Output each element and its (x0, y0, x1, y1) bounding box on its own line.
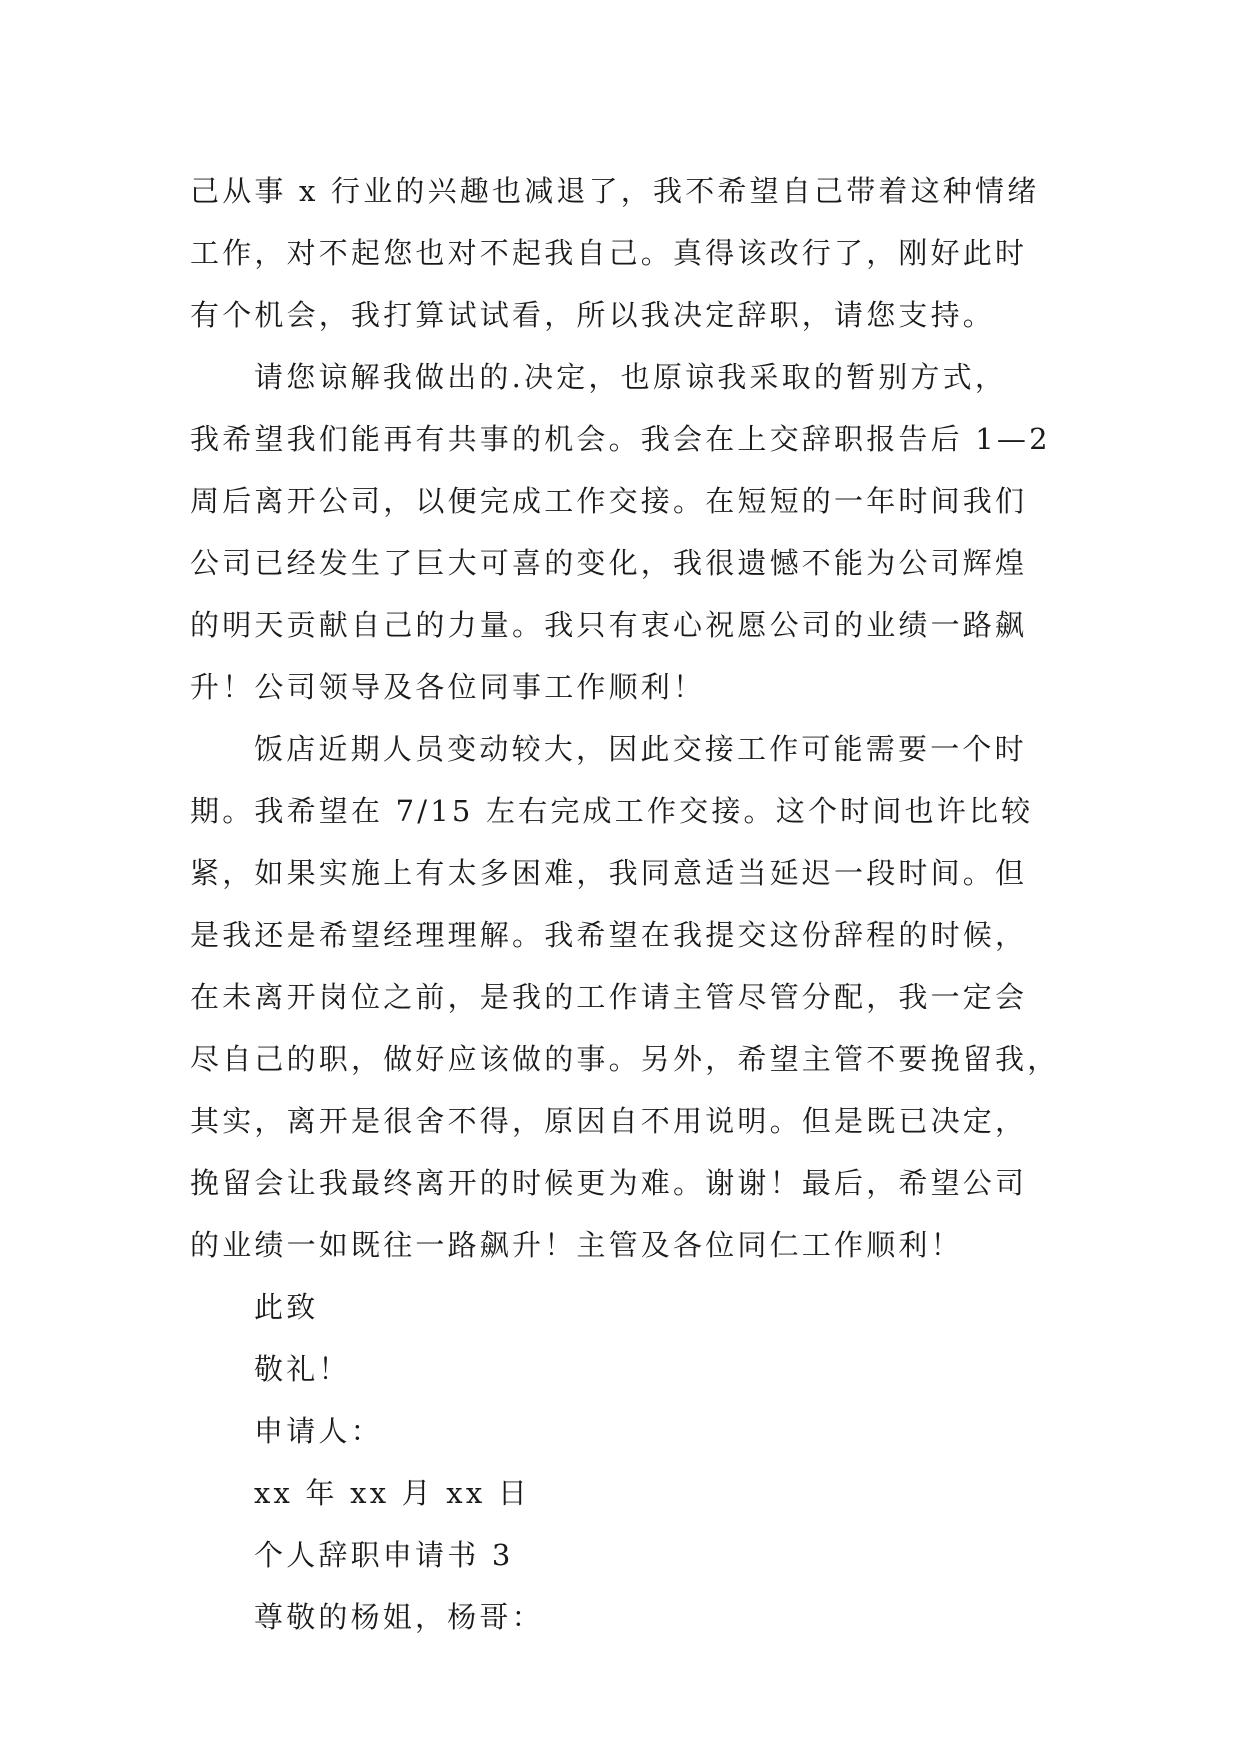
body-line: 工作，对不起您也对不起我自己。真得该改行了，刚好此时 (190, 236, 1028, 270)
body-line: 挽留会让我最终离开的时候更为难。谢谢！最后，希望公司 (190, 1166, 1028, 1200)
letter-body (190, 160, 1062, 1648)
date-line: xx 年 xx 月 xx 日 (254, 1476, 531, 1510)
body-line: 是我还是希望经理理解。我希望在我提交这份辞程的时候， (190, 918, 1028, 952)
closing-salutation: 此致 (254, 1290, 319, 1324)
closing-regards: 敬礼！ (254, 1352, 351, 1386)
body-line: 其实，离开是很舍不得，原因自不用说明。但是既已决定， (190, 1104, 1028, 1138)
body-line: 周后离开公司，以便完成工作交接。在短短的一年时间我们 (190, 484, 1028, 518)
body-line: 在未离开岗位之前，是我的工作请主管尽管分配，我一定会 (190, 980, 1028, 1014)
paragraph-start-line: 请您谅解我做出的.决定，也原谅我采取的暂别方式， (254, 360, 1008, 394)
greeting-line: 尊敬的杨姐，杨哥： (254, 1600, 544, 1634)
applicant-label: 申请人： (254, 1414, 383, 1448)
body-line: 紧，如果实施上有太多困难，我同意适当延迟一段时间。但 (190, 856, 1028, 890)
body-line: 有个机会，我打算试试看，所以我决定辞职，请您支持。 (190, 298, 996, 332)
body-line: 公司已经发生了巨大可喜的变化，我很遗憾不能为公司辉煌 (190, 546, 1028, 580)
body-line: 的明天贡献自己的力量。我只有衷心祝愿公司的业绩一路飙 (190, 608, 1028, 642)
body-line: 升！公司领导及各位同事工作顺利！ (190, 670, 706, 704)
section-title: 个人辞职申请书 3 (254, 1538, 514, 1572)
body-line: 己从事 x 行业的兴趣也减退了，我不希望自己带着这种情绪 (190, 174, 1040, 208)
body-line: 尽自己的职，做好应该做的事。另外，希望主管不要挽留我， (190, 1042, 1060, 1076)
body-line: 我希望我们能再有共事的机会。我会在上交辞职报告后 1—2 (190, 422, 1051, 456)
body-line: 的业绩一如既往一路飙升！主管及各位同仁工作顺利！ (190, 1228, 963, 1262)
paragraph-start-line: 饭店近期人员变动较大，因此交接工作可能需要一个时 (254, 732, 1027, 766)
body-line: 期。我希望在 7/15 左右完成工作交接。这个时间也许比较 (190, 794, 1034, 828)
